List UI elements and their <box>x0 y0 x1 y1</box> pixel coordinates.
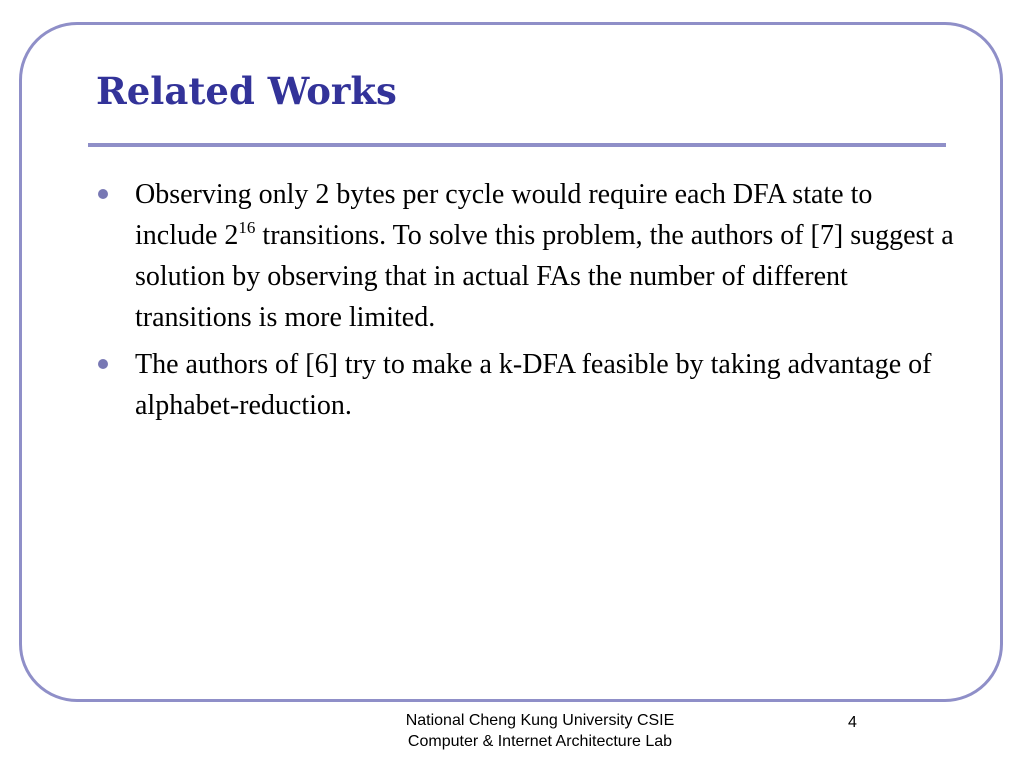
bullet-item <box>96 344 956 426</box>
bullet-text-end: transitions. To solve this problem, the authors of [7] suggest a solution by observing that in actual FAs the number of different transitions is more limited. <box>135 220 954 333</box>
footer-line-1: National Cheng Kung University CSIE <box>405 712 675 729</box>
bullet-text: The authors of [6] try to make a k-DFA feasible by taking advantage of alphabet-reduction. <box>135 349 932 421</box>
bullet-superscript: 16 <box>238 218 256 237</box>
bullet-list <box>96 174 956 432</box>
bullet-text-start: Observing only 2 bytes per cycle would require each DFA state to include 2 <box>135 179 873 251</box>
bullet-dot-icon <box>98 359 108 369</box>
title-divider <box>88 143 946 147</box>
slide-title: Related Works <box>96 69 397 113</box>
page-number: 4 <box>848 714 857 731</box>
footer-institution <box>330 710 750 752</box>
bullet-item <box>96 174 956 338</box>
bullet-dot-icon <box>98 189 108 199</box>
footer-line-2: Computer & Internet Architecture Lab <box>407 733 673 750</box>
